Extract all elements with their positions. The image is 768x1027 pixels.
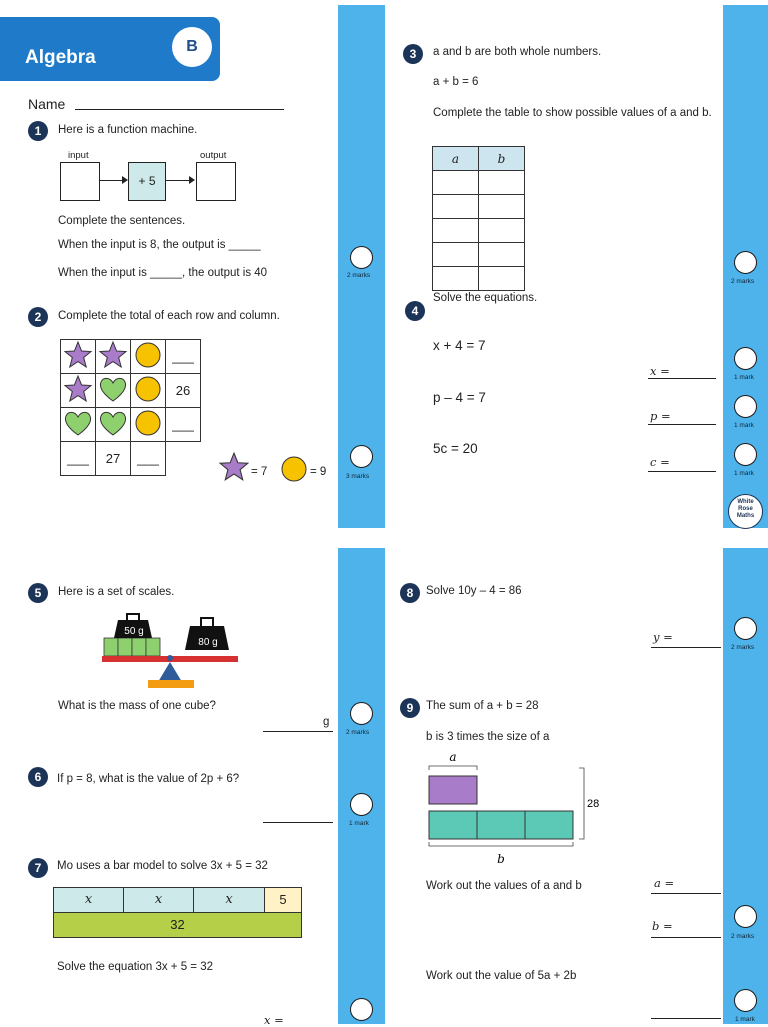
bar-label-b: b [497,852,505,866]
star-icon [63,374,93,404]
question-number-1: 1 [28,121,48,141]
q7-prompt: Mo uses a bar model to solve 3x + 5 = 32 [57,860,268,872]
q9-mark-circle-1[interactable] [734,905,757,928]
q4-answer-1-label: x = [650,364,670,378]
q7-answer-label: x = [264,1013,284,1027]
q6-prompt: If p = 8, what is the value of 2p + 6? [57,773,240,785]
q4-marks-3: 1 mark [734,470,754,477]
q1-sentence-2: When the input is _____, the output is 40 [58,267,268,279]
q3-table [432,146,525,291]
q1-marks: 2 marks [347,272,371,279]
q9-mark-circle-2[interactable] [734,989,757,1012]
q8-mark-circle[interactable] [734,617,757,640]
q1-arrow-1 [99,180,123,181]
q4-marks-1: 1 mark [734,374,754,381]
q7-bar-model-parts [53,887,302,913]
q3-mark-circle[interactable] [734,251,757,274]
q6-mark-circle[interactable] [350,793,373,816]
q4-mark-circle-1[interactable] [734,347,757,370]
grid-cell [96,374,131,408]
q8-prompt: Solve 10y – 4 = 86 [426,585,522,597]
scales-illustration [98,612,243,690]
name-label: Name [28,96,66,112]
q3-prompt: a and b are both whole numbers. [433,46,602,58]
q4-prompt: Solve the equations. [433,292,538,304]
circle-icon [134,375,162,403]
table-header-b: b [479,147,525,171]
table-cell[interactable] [433,195,479,219]
q9-prompt: The sum of a + b = 28 [426,700,539,712]
q2-prompt: Complete the total of each row and column. [58,310,280,322]
q8-answer-label: y = [653,630,673,644]
q7-mark-circle[interactable] [350,998,373,1021]
q4-answer-2-line[interactable] [648,424,716,425]
bar-b-part [525,811,573,839]
q8-answer-line[interactable] [651,647,721,648]
q1-arrowhead-2 [189,176,195,184]
logo-line-2: Rose [738,506,753,512]
level-badge: B [172,27,212,67]
table-header-a: a [433,147,479,171]
q2-grid [60,339,201,476]
q1-output-box[interactable] [196,162,236,201]
bar-part-x: x [124,888,194,912]
table-cell[interactable] [479,267,525,291]
question-number-5: 5 [28,583,48,603]
q4-equation-1: x + 4 = 7 [433,338,486,353]
table-cell[interactable] [479,171,525,195]
q4-mark-circle-3[interactable] [734,443,757,466]
q7-bar-model-total: 32 [53,912,302,938]
table-cell[interactable] [433,243,479,267]
q9-answer-2-line[interactable] [651,1018,721,1019]
grid-total-cell: 27 [96,442,131,476]
q3-marks: 2 marks [731,278,755,285]
key-star-icon [218,451,250,483]
star-icon [63,340,93,370]
q1-input-label: input [68,150,89,161]
key-circle-icon [280,455,308,483]
q1-operation-box: + 5 [128,162,166,201]
q4-answer-3-label: c = [650,455,670,469]
logo-line-1: White [737,499,754,505]
q1-sentence-1: When the input is 8, the output is _____ [58,239,261,251]
bar-b-part [477,811,525,839]
weight-50g-label: 50 g [124,626,144,637]
cube [118,638,132,656]
q5-mark-circle[interactable] [350,702,373,725]
question-number-4: 4 [405,301,425,321]
grid-total-cell[interactable]: ___ [166,408,201,442]
cube [132,638,146,656]
grid-total-cell[interactable]: ___ [131,442,166,476]
q4-equation-3: 5c = 20 [433,441,478,456]
q9-answer-b-line[interactable] [651,937,721,938]
q1-output-label: output [200,150,227,161]
bar-part-x: x [54,888,124,912]
q3-instruction: Complete the table to show possible values of a and b. [433,107,712,119]
q9-answer-b-label: b = [652,919,673,933]
scale-pivot [158,662,182,682]
q9-task-2: Work out the value of 5a + 2b [426,970,577,982]
question-number-7: 7 [28,858,48,878]
name-input-line[interactable] [75,109,284,110]
margin-strip-left-bottom [338,548,385,1024]
q9-task-1: Work out the values of a and b [426,880,582,892]
q2-marks: 3 marks [346,473,370,480]
question-number-8: 8 [400,583,420,603]
table-cell[interactable] [479,219,525,243]
bar-part-5: 5 [265,888,301,912]
q1-prompt: Here is a function machine. [58,124,198,136]
q4-equation-2: p – 4 = 7 [433,390,486,405]
grid-total-cell[interactable]: ___ [61,442,96,476]
grid-cell [61,340,96,374]
question-number-3: 3 [403,44,423,64]
q2-mark-circle[interactable] [350,445,373,468]
question-number-6: 6 [28,767,48,787]
grid-cell [131,340,166,374]
question-number-2: 2 [28,307,48,327]
table-cell[interactable] [479,195,525,219]
bar-b-part [429,811,477,839]
heart-icon [98,375,128,403]
star-icon [98,340,128,370]
q9-sub: b is 3 times the size of a [426,731,550,743]
q9-answer-a-label: a = [654,876,675,890]
q1-input-box[interactable] [60,162,100,201]
q9-bar-model [424,748,614,870]
q5-prompt: Here is a set of scales. [58,586,175,598]
grid-cell [131,374,166,408]
logo-line-3: Maths [736,513,755,519]
q6-marks: 1 mark [349,820,369,827]
q1-instruction: Complete the sentences. [58,215,186,227]
q6-answer-line[interactable] [263,822,333,823]
bar-label-total: 28 [587,798,600,810]
table-cell[interactable] [433,219,479,243]
cube [104,638,118,656]
circle-icon [134,341,162,369]
q4-answer-2-label: p = [650,409,671,423]
grid-cell [96,340,131,374]
q4-answer-3-line[interactable] [648,471,716,472]
table-cell[interactable] [479,243,525,267]
q5-unit: g [323,716,330,728]
q1-mark-circle[interactable] [350,246,373,269]
table-cell[interactable] [433,267,479,291]
scale-base [148,680,194,688]
grid-cell [61,374,96,408]
cube [146,638,160,656]
q4-marks-2: 1 mark [734,422,754,429]
question-number-9: 9 [400,698,420,718]
q1-arrow-2 [166,180,190,181]
q9-answer-a-line[interactable] [651,893,721,894]
grid-total-cell[interactable]: ___ [166,340,201,374]
heart-icon [98,409,128,437]
q9-marks-1: 2 marks [731,933,755,940]
q5-marks: 2 marks [346,729,370,736]
grid-total-cell: 26 [166,374,201,408]
table-cell[interactable] [433,171,479,195]
circle-icon [134,409,162,437]
bar-a [429,776,477,804]
grid-cell [96,408,131,442]
q8-marks: 2 marks [731,644,755,651]
key-circle-value: = 9 [310,466,327,478]
bar-label-a: a [449,750,457,764]
grid-cell [131,408,166,442]
grid-empty-cell [166,442,201,476]
q4-answer-1-line[interactable] [648,378,716,379]
q7-instruction: Solve the equation 3x + 5 = 32 [57,961,214,973]
bar-part-x: x [194,888,265,912]
q5-answer-line[interactable] [263,731,333,732]
q9-marks-2: 1 mark [735,1016,755,1023]
weight-80g-label: 80 g [198,637,218,648]
grid-cell [61,408,96,442]
page-title: Algebra [25,47,96,68]
key-star-value: = 7 [251,466,268,478]
heart-icon [63,409,93,437]
q3-equation: a + b = 6 [433,76,479,88]
q5-question: What is the mass of one cube? [58,700,216,712]
q4-mark-circle-2[interactable] [734,395,757,418]
white-rose-maths-logo [728,494,763,529]
